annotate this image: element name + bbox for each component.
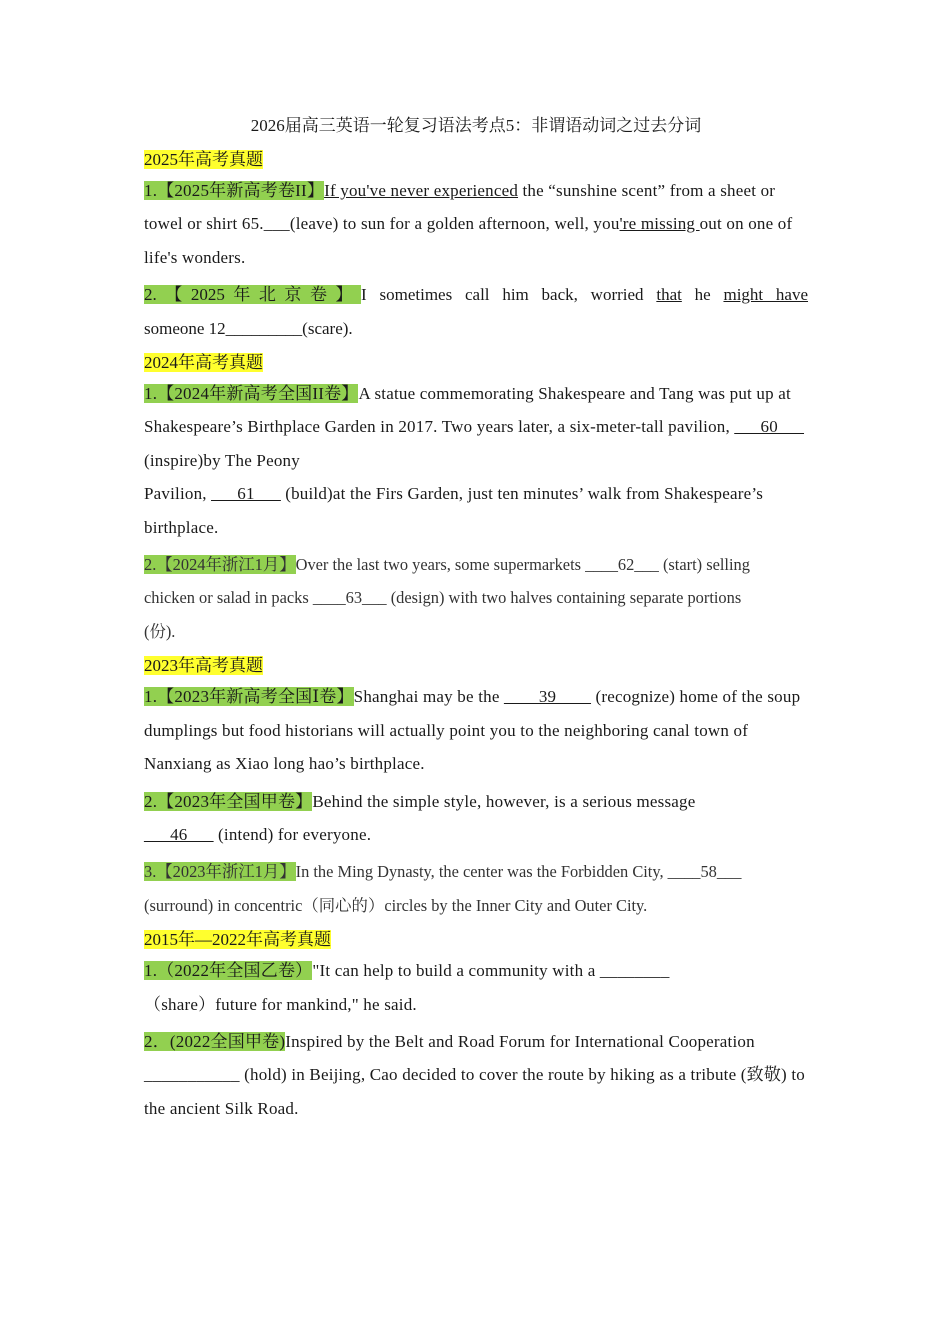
question-2022-1: 1.（2022年全国乙卷）"It can help to build a community with a ________（share）future for mankind," he said. (144, 961, 670, 1014)
question-tag: 2.【2023年全国甲卷】 (144, 791, 313, 811)
document-title: 2026届高三英语一轮复习语法考点5：非谓语动词之过去分词 (250, 116, 702, 135)
question-2024-1: 1.【2024年新高考全国II卷】A statue commemorating Shakespeare and Tang was put up at Shakespeare’s Birthplace Garden in 2017. Two years later, a six-meter-tall pavilion, ___60___ (inspire)by The Peony Pavilion, ___61___ (build)at the Firs Garden, just ten minutes’ walk from Shakespeare’s birthplace. (144, 384, 805, 537)
question-2023-3: 3.【2023年浙江1月】In the Ming Dynasty, the center was the Forbidden City, ____58___ (surround) in concentric（同心的）circles by the Inner City and Outer City. (144, 862, 742, 915)
question-tag: 2.【2024年浙江1月】 (144, 555, 296, 575)
question-tag: 2.【2025年北京卷】 (144, 285, 362, 305)
question-2025-1: 1.【2025年新高考卷II】If you've never experienced the “sunshine scent” from a sheet or towel or shirt 65.___(leave) to sun for a golden afternoon, well, you're missing out on one of life's wonders. (144, 181, 793, 267)
question-2024-2: 2.【2024年浙江1月】Over the last two years, some supermarkets ____62___ (start) selling chicken or salad in packs ____63___ (design) with two halves containing separate portions (份). (144, 555, 750, 641)
section-heading-2015-2022: 2015年—2022年高考真题 (144, 930, 331, 950)
question-tag: 1.【2025年新高考卷II】 (144, 181, 325, 200)
question-2022-2: 2．(2022全国甲卷)Inspired by the Belt and Road Forum for International Cooperation ___________ (hold) in Beijing, Cao decided to cover the route by hiking as a tribute (致敬) to the ancient Silk Road. (144, 1031, 805, 1118)
question-2023-2: 2.【2023年全国甲卷】Behind the simple style, however, is a serious message ___46___ (intend) for everyone. (144, 791, 696, 844)
question-tag: 3.【2023年浙江1月】 (144, 862, 296, 882)
section-heading-2025: 2025年高考真题 (144, 150, 263, 169)
document-page (144, 112, 808, 1129)
question-tag: 2．(2022全国甲卷) (144, 1031, 286, 1051)
question-tag: 1.（2022年全国乙卷） (144, 961, 313, 981)
question-2023-1: 1.【2023年新高考全国Ⅰ卷】Shanghai may be the ____39____ (recognize) home of the soup dumplings but food historians will actually point you to the neighboring canal town of Nanxiang as Xiao long hao’s birthplace. (144, 687, 801, 774)
section-heading-2023: 2023年高考真题 (144, 656, 263, 676)
question-tag: 1.【2024年新高考全国II卷】 (144, 384, 359, 404)
question-2025-2: 2.【2025年北京卷】I sometimes call him back, worried that he might have someone 12_________(scare). (144, 285, 809, 338)
section-heading-2024: 2024年高考真题 (144, 353, 263, 373)
question-tag: 1.【2023年新高考全国Ⅰ卷】 (144, 687, 354, 707)
